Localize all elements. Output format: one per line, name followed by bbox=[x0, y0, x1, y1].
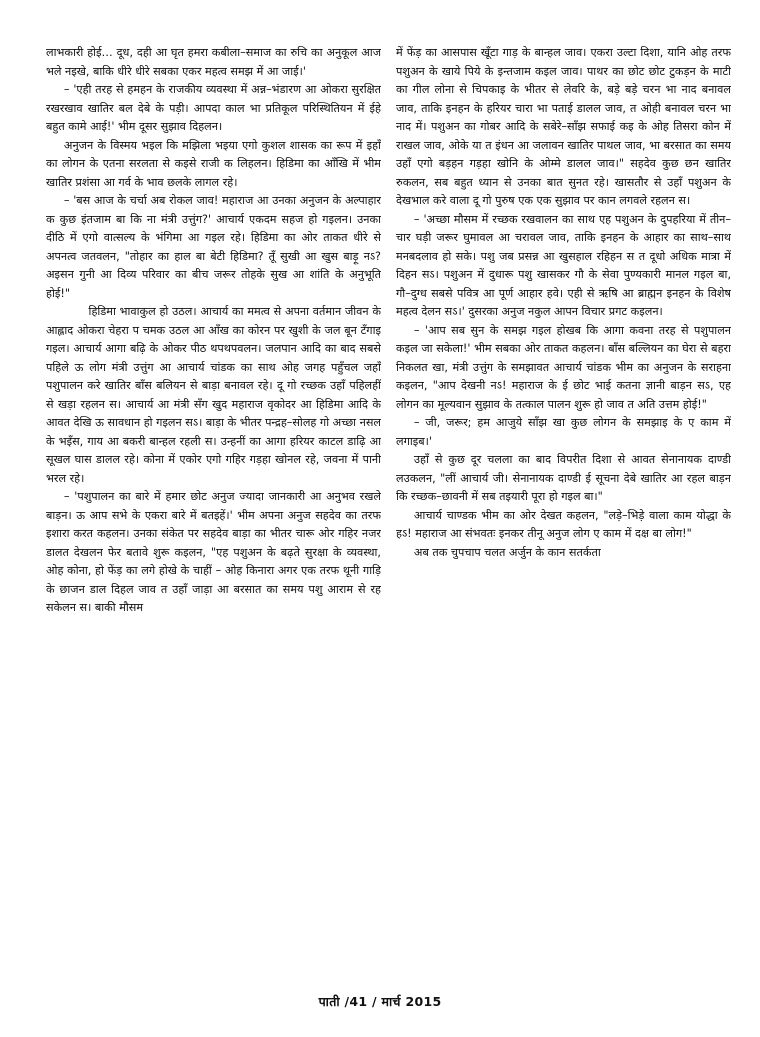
paragraph: में फेंड़ का आसपास खूँटा गाड़ के बान्हल जाव। एकरा उल्टा दिशा, यानि ओह तरफ पशुअन के खाये पिये के इन्तजाम कइल जाव। पाथर का छोट छोट टुकड़न के माटी का गील लोना से चिपकाइ के भीतर से लेवरि के, बड़े बड़े चरन भा नाद बनावल जाव, ताकि इनहन के हरियर चारा भा पताई डालल जाव, त ओही बनावल चरन भा नाद में। पशुअन का गोबर आदि के सबेरे–साँझ सफाई कइ के ओह तिसरा कोन में राखल जाव, ओके या त इंधन आ जलावन खातिर पाथल जाव, भा बरसात का समय उहाँ एगो बड़हन गड़हा खोनि के ओम्मे डालल जाव।" सहदेव कुछ छन खातिर रुकलन, सब बहुत ध्यान से उनका बात सुनत रहे। खासतौर से उहाँ पशुअन के देखभाल करे वाला दू गो पुरुष एक एक सुझाव पर कान लगवले रहलन स। bbox=[396, 46, 731, 207]
paragraph: – 'एही तरह से हमहन के राजकीय व्यवस्था में अन्न–भंडारण आ ओकरा सुरक्षित रखरखाव खातिर बल देबे के पड़ी। आपदा काल भा प्रतिकूल परिस्थितियन में ईहे बहुत कामे आई!' भीम दूसर सुझाव दिहलन। bbox=[46, 83, 381, 133]
paragraph: लाभकारी होई… दूध, दही आ घृत हमरा कबीला–समाज का रुचि का अनुकूल आज भले नइखे, बाकि धीरे धीरे सबका एकर महत्व समझ में आ जाई।' bbox=[46, 46, 381, 78]
paragraph: हिडिमा भावाकुल हो उठल। आचार्य का ममत्व से अपना वर्तमान जीवन के आह्लाद ओकरा चेहरा प चमक उठल आ आँख का कोरन पर खुशी के जल बून टँगाइ गइल। आचार्य आगा बढ़ि के ओकर पीठ थपथपवलन। जलपान आदि का बाद सबसे पहिले ऊ लोग मंत्री उत्तुंग आ आचार्य चांडक का साथ ओह जगह पहुँचल जहाँ पशुपालन करे खातिर बाँस बलियन से बाड़ा बनावल रहे। दू गो रच्छक उहाँ पहिलहीं से खड़ा रहलन स। आचार्य आ मंत्री सँग खुद महाराज वृकोदर आ हिडिमा आदि के आवत देखि ऊ सावधान हो गइलन सऽ। बाड़ा के भीतर पन्द्रह–सोलह गो अच्छा नसल के भइँस, गाय आ बकरी बान्हल रहली स। उन्हनीं का आगा हरियर काटल डाढ़ि आ सूखल घास डालल रहे। कोना में एकोर एगो गहिर गड़हा खोनल रहे, जवना में पानी भरल रहे। bbox=[46, 305, 381, 485]
paragraph: – 'अच्छा मौसम में रच्छक रखवालन का साथ एह पशुअन के दुपहरिया में तीन–चार घड़ी जरूर घुमावल आ चरावल जाव, ताकि इनहन के आहार का साथ–साथ मनबदलाव हो सके। पशु जब प्रसन्न आ खुसहाल रहिहन स त दूधो अधिक मात्रा में दिहन सऽ। पशुअन में दुधारू पशु खासकर गौ के सेवा पुण्यकारी मानल गइल बा, गौ–दुग्ध सबसे पवित्र आ पूर्ण आहार हवे। एही से ऋषि आ ब्राह्मन इनहन के विशेष महत्व देलन सऽ।' दुसरका अनुज नकुल आपन विचार प्रगट कइलन। bbox=[396, 212, 731, 318]
paragraph: अब तक चुपचाप चलत अर्जुन के कान सतर्कता bbox=[413, 545, 601, 559]
page-footer: पाती /41 / मार्च 2015 bbox=[318, 994, 442, 1009]
paragraph: – 'आप सब सुन के समझ गइल होखब कि आगा कवना तरह से पशुपालन कइल जा सकेला!' भीम सबका ओर ताकत कहलन। बाँस बल्लियन का घेरा से बहरा निकलत खा, मंत्री उत्तुंग के समझावत आचार्य चांडक भीम का अनुजन के सराहना कइलन, "आप देखनी नऽ! महाराज के ई छोट भाई कतना ज्ञानी बाड़न सऽ, एह लोगन का मूल्यवान सुझाव के तत्काल पालन शुरू हो जाव त अति उत्तम होई!" bbox=[396, 323, 731, 411]
paragraph: उहाँ से कुछ दूर चलला का बाद विपरीत दिशा से आवत सेनानायक दाण्डी लउकलन, "लीं आचार्य जी। सेनानायक दाण्डी ई सूचना देबे खातिर आ रहल बाड़न कि रच्छक–छावनी में सब तइयारी पूरा हो गइल बा।" bbox=[396, 453, 731, 503]
left-column bbox=[46, 44, 381, 974]
paragraph: – 'बस आज के चर्चा अब रोकल जाव! महाराज आ उनका अनुजन के अल्पाहार क कुछ इंतजाम बा कि ना मंत्री उत्तुंग?' आचार्य एकदम सहज हो गइलन। उनका दीठि में एगो वात्सल्य के भंगिमा आ गइल रहे। हिडिमा का ओर ताकत धीरे से अपनत्व जतवलन, "तोहार का हाल बा बेटी हिडिमा? तूँ सुखी आ खुस बाड़ू नऽ? अइसन गुनी आ दिव्य परिवार का बीच जरूर तोहके सुख आ शांति के अनुभूति होई!" bbox=[46, 194, 381, 300]
paragraph: अनुजन के विस्मय भइल कि मझिला भइया एगो कुशल शासक का रूप में इहाँ का लोगन के एतना सरलता से कइसे राजी क लिहलन। हिडिमा का आँखि में भीम खातिर प्रशंसा आ गर्व के भाव छलके लागल रहे। bbox=[46, 138, 381, 189]
right-column bbox=[396, 44, 731, 974]
paragraph: आचार्य चाण्डक भीम का ओर देखत कहलन, "लड़े–भिड़े वाला काम योद्धा के हऽ! महाराज आ संभवतः इनकर तीनू अनुज लोग ए काम में दक्ष बा लोग!" bbox=[396, 508, 731, 540]
paragraph: – 'पशुपालन का बारे में हमार छोट अनुज ज्यादा जानकारी आ अनुभव रखले बाड़न। ऊ आप सभे के एकरा बारे में बतइहें।' भीम अपना अनुज सहदेव का तरफ इशारा करत कहलन। उनका संकेत पर सहदेव बाड़ा का भीतर चारू ओर गहिर नजर डालत देखलन फेर बतावे शुरू कइलन, "एह पशुअन के बढ़ते सुरक्षा के व्यवस्था, ओह कोना, हो फेंड़ का लगे होखे के चाहीं – ओह किनारा अगर एक तरफ थूनी गाड़ि के छाजन डाल दिहल जाव त उहाँ जाड़ा आ बरसात का समय पशु आराम से रह सकेलन स। बाकी मौसम bbox=[46, 490, 381, 614]
paragraph: – जी, जरूर; हम आजुये साँझ खा कुछ लोगन के समझाइ के ए काम में लगाइब।' bbox=[396, 416, 731, 448]
